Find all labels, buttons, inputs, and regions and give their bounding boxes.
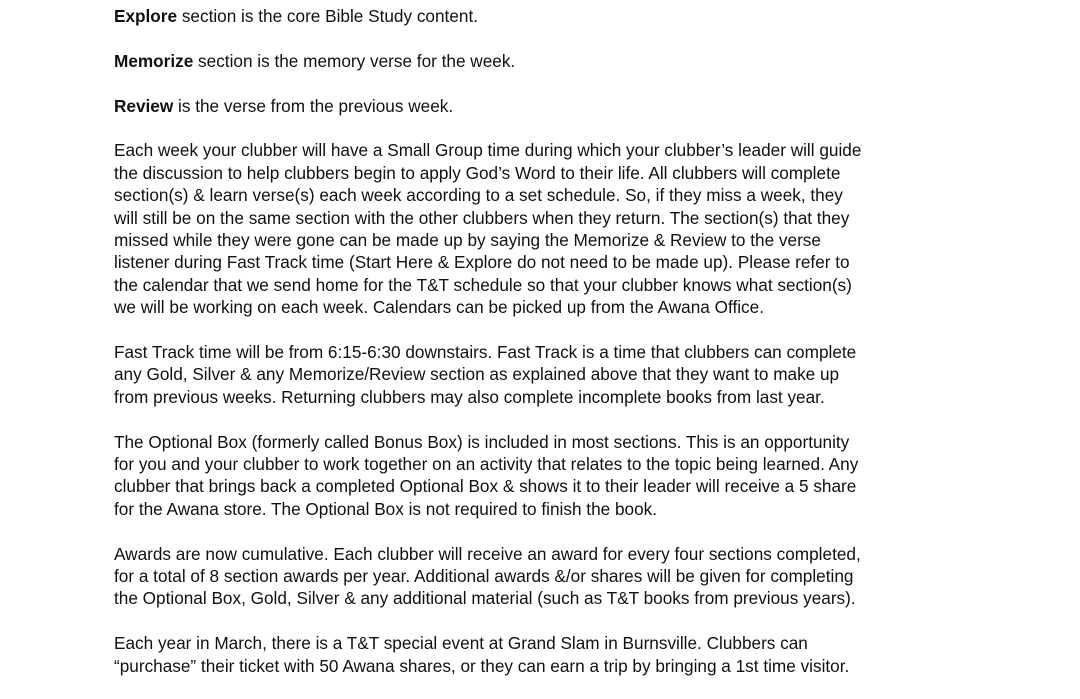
explore-paragraph	[114, 5, 966, 27]
fast-track-paragraph	[114, 341, 966, 408]
review-term: Review	[114, 95, 174, 116]
paragraph-line: for a total of 8 section awards per year. Additional awards &/or shares will be given for completing	[114, 566, 854, 587]
paragraph-line: for the Awana store. The Optional Box is not required to finish the book.	[114, 498, 658, 519]
paragraph-line: any Gold, Silver & any Memorize/Review section as explained above that they want to make up	[114, 364, 840, 385]
document-page	[114, 5, 966, 699]
paragraph-line: missed while they were gone can be made up by saying the Memorize & Review to the verse	[114, 230, 821, 251]
paragraph-line: listener during Fast Track time (Start Here & Explore do not need to be made up). Please refer to	[114, 252, 850, 273]
paragraph-line: the calendar that we send home for the T&T schedule so that your clubber knows what section(s)	[114, 274, 852, 295]
review-paragraph	[114, 95, 966, 117]
paragraph-line: The Optional Box (formerly called Bonus Box) is included in most sections. This is an opportunity	[114, 431, 850, 452]
paragraph-line: Fast Track time will be from 6:15-6:30 downstairs. Fast Track is a time that clubbers can complete	[114, 342, 857, 363]
paragraph-line: clubber that brings back a completed Optional Box & shows it to their leader will receive a 5 share	[114, 476, 857, 497]
paragraph-line: will still be on the same section with the other clubbers when they return. The section(s) that they	[114, 207, 850, 228]
paragraph-line: from previous weeks. Returning clubbers may also complete incomplete books from last year.	[114, 386, 825, 407]
paragraph-line: Each year in March, there is a T&T special event at Grand Slam in Burnsville. Clubbers can	[114, 633, 808, 654]
memorize-term: Memorize	[114, 50, 194, 71]
grand-slam-paragraph	[114, 632, 966, 677]
paragraph-line: Each week your clubber will have a Small Group time during which your clubber’s leader will guide	[114, 140, 862, 161]
memorize-paragraph	[114, 50, 966, 72]
awards-paragraph	[114, 543, 966, 610]
paragraph-line: the Optional Box, Gold, Silver & any additional material (such as T&T books from previous years).	[114, 588, 856, 609]
explore-description: section is the core Bible Study content.	[177, 6, 478, 26]
paragraph-line: “purchase” their ticket with 50 Awana shares, or they can earn a trip by bringing a 1st time visitor.	[114, 655, 850, 676]
review-description: is the verse from the previous week.	[173, 95, 454, 116]
paragraph-line: the discussion to help clubbers begin to apply God’s Word to their life. All clubbers will complete	[114, 162, 841, 183]
paragraph-line: we will be working on each week. Calendars can be picked up from the Awana Office.	[114, 297, 764, 318]
explore-term: Explore	[114, 6, 178, 26]
paragraph-line: Awards are now cumulative. Each clubber will receive an award for every four sections completed,	[114, 543, 861, 564]
memorize-description: section is the memory verse for the week.	[193, 50, 516, 71]
paragraph-line: for you and your clubber to work together on an activity that relates to the topic being learned. Any	[114, 454, 859, 475]
paragraph-line: section(s) & learn verse(s) each week according to a set schedule. So, if they miss a week, they	[114, 185, 843, 206]
optional-box-paragraph	[114, 431, 966, 521]
small-group-paragraph	[114, 139, 966, 318]
